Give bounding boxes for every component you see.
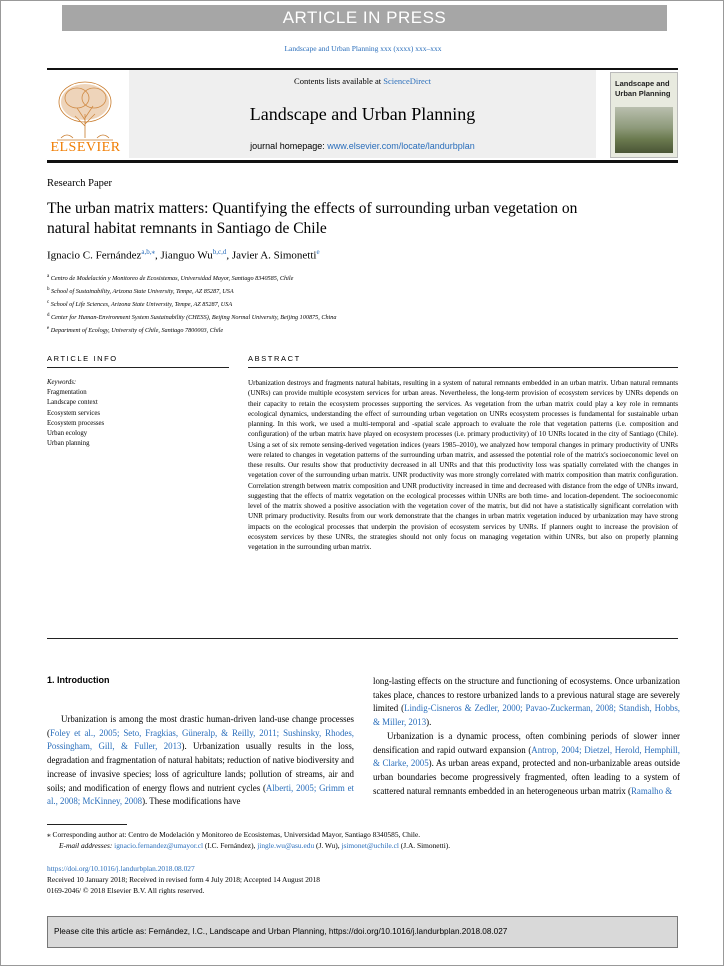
article-info-heading: ARTICLE INFO <box>47 354 118 363</box>
affiliation-text: School of Sustainability, Arizona State University, Tempe, AZ 85287, USA <box>51 288 234 296</box>
author-name[interactable]: Javier A. Simonetti <box>231 249 317 262</box>
email-link[interactable]: jsimonet@uchile.cl <box>341 841 399 850</box>
affiliation-text: Center for Human-Environment System Sustainability (CHESS), Beijing Normal University, Beijing 100875, China <box>51 314 337 322</box>
elsevier-wordmark: ELSEVIER <box>50 140 121 155</box>
affiliation-mark: c <box>47 300 50 306</box>
paragraph-text: ). <box>426 717 432 728</box>
masthead-bottom-rule <box>47 160 678 163</box>
author-name[interactable]: Ignacio C. Fernández <box>47 249 142 262</box>
author-separator: , <box>155 249 161 262</box>
affiliation-item <box>47 323 647 336</box>
article-in-press-banner: ARTICLE IN PRESS <box>62 5 667 31</box>
citation-link[interactable]: Antrop, 2004; Dietzel, Herold, Hemphill, & Clarke, 2005 <box>373 744 680 769</box>
footnote-rule <box>47 824 127 825</box>
author-list <box>47 248 320 262</box>
email-link[interactable]: ignacio.fernandez@umayor.cl <box>114 841 204 850</box>
cover-title-line1: Landscape and <box>615 79 670 88</box>
paragraph-text: ). As urban areas expand, protected and non-urbanizable areas outside urban boundaries become progressively fragmented, often leading to a system of scattered natural remnants embedded in an heterogeneous urban matrix ( <box>373 758 680 796</box>
affiliation-item <box>47 284 647 297</box>
copyright-line: 0169-2046/ © 2018 Elsevier B.V. All rights reserved. <box>47 886 205 895</box>
keyword-item: Fragmentation <box>47 389 87 397</box>
affiliation-mark: b <box>47 287 50 293</box>
cover-photo <box>615 107 673 153</box>
affiliation-text: Department of Ecology, University of Chile, Santiago 7800003, Chile <box>50 327 224 335</box>
contents-prefix: Contents lists available at <box>294 76 384 86</box>
email-footnote <box>59 840 450 851</box>
contents-available-line <box>129 76 596 86</box>
journal-cover-thumbnail[interactable] <box>610 72 678 158</box>
cover-title <box>615 79 677 99</box>
paragraph-text: Urbanization is among the most drastic human-driven land-use change processes ( <box>47 714 354 738</box>
paper-title: The urban matrix matters: Quantifying the effects of surrounding urban vegetation on natural habitat remnants in Santiago de Chile <box>47 200 578 237</box>
keywords-label: Keywords: <box>47 379 77 386</box>
author-affil-marks[interactable]: a,b,⁎ <box>141 248 155 256</box>
affiliation-text: Centro de Modelación y Monitoreo de Ecosistemas, Universidad Mayor, Santiago 8340585, Chile <box>50 275 294 283</box>
email-owner: (I.C. Fernández), <box>203 841 258 850</box>
keyword-item: Urban ecology <box>47 430 88 438</box>
affiliation-mark: a <box>47 274 50 279</box>
abstract-text: Urbanization destroys and fragments natural habitats, resulting in a system of natural remnants embedded in an urban matrix. Urban natural remnants (UNRs) can provide multiple ecosystem services for urban areas. Nevertheless, the long-term provision of ecosystem services by UNRs depends on their capacity to retain the ecosystem processes supporting the services. As vegetation from the urban matrix could play a key role in remnants ecological dynamics, understanding the effect of surrounding urban vegetation on UNRs ecosystem processes is fundamental for sustainable urban planning. In this work, we used a multi-temporal and -spatial scale approach to evaluate the role that vegetation patterns (i.e. composition and configuration) of the urban matrix have played on ecosystem processes (i.e. primary productivity) of 10 UNRs located in the city of Santiago (Chile). Using a set of six remote sensing-derived vegetation indices (years 1985–2010), we analyzed how temporal changes in primary productivity of UNRs were related to changes in vegetation patterns of the surrounding urban matrix, and assessed the potential role of the matrix's socioeconomic level on these results. Our results show that productivity decreased in all UNRs and that this productivity loss was spatially correlated with the changes in vegetation cover of the surrounding urban matrix. UNR productivity was more strongly correlated with matrix composition than matrix configuration. Correlation strength between matrix composition and UNR productivity increased in time and decreased with distance from the edge of UNRs inward, suggesting that the effects of matrix vegetation on the ecological processes within UNRs are both time- and location-dependent. The socioeconomic level of the matrix showed a positive association with the vegetation cover of the matrix, but did not have a statistically significant correlation with UNR primary productivity. Results from our work demonstrate that the changes in urban matrix vegetation induced by urbanization may have strong impacts on the ecological processes that underpin the provision of ecosystem services by UNRs. If planners ought to increase the provision of ecosystem services by these UNRs, the strategies should not only focus on managing vegetation within UNRs, but also on properly planning vegetation in the surrounding urban matrix. <box>248 379 678 551</box>
body-column-right <box>373 675 680 798</box>
keywords-block <box>47 378 104 449</box>
article-type: Research Paper <box>47 178 113 189</box>
citation-link[interactable]: Ramalho & <box>631 785 673 796</box>
corresponding-author-footnote: ⁎ Corresponding author at: Centro de Modelación y Monitoreo de Ecosistemas, Universidad Mayor, Santiago 8340585, Chile. <box>47 830 421 839</box>
paragraph-text: Urbanization is a dynamic process, often combining periods of slower inner densification and rapid outward expansion ( <box>373 730 680 755</box>
abstract-bottom-rule <box>47 638 678 639</box>
sciencedirect-link[interactable]: ScienceDirect <box>383 76 431 86</box>
keyword-item: Ecosystem services <box>47 409 101 417</box>
affiliation-mark: d <box>47 313 50 319</box>
introduction-heading: 1. Introduction <box>47 675 110 685</box>
email-owner: (J.A. Simonetti). <box>398 841 451 850</box>
abstract-rule <box>248 367 678 368</box>
abstract-heading: ABSTRACT <box>248 354 301 363</box>
email-owner: (J. Wu), <box>314 841 342 850</box>
citation-link[interactable]: Alberti, 2005; Grimm et al., 2008; McKinney, 2008 <box>47 782 354 807</box>
intro-paragraph <box>373 730 680 799</box>
affiliations <box>47 271 647 336</box>
keyword-item: Urban planning <box>47 440 90 448</box>
keyword-item: Ecosystem processes <box>47 419 105 427</box>
author-name[interactable]: Jianguo Wu <box>160 249 213 262</box>
intro-paragraph <box>373 675 680 730</box>
author-affil-marks[interactable]: e <box>316 248 320 256</box>
paragraph-text: ). Urbanization usually results in the loss, degradation and fragmentation of natural habitats; reduction of native biodiversity and increase of invasive species; loss of agriculture lands; pollution of streams, air and soils; and modification of energy flows and nutrient cycles ( <box>47 741 354 793</box>
doi-link[interactable]: https://doi.org/10.1016/j.landurbplan.2018.08.027 <box>47 864 195 873</box>
author-affil-marks[interactable]: b,c,d <box>212 248 227 256</box>
cover-title-line2: Urban Planning <box>615 89 671 98</box>
paragraph-text: ). These modifications have <box>142 796 241 807</box>
journal-title: Landscape and Urban Planning <box>249 104 476 124</box>
affiliation-item <box>47 297 647 310</box>
keyword-item: Landscape context <box>47 399 98 407</box>
homepage-prefix: journal homepage: <box>250 141 328 151</box>
homepage-url-link[interactable]: www.elsevier.com/locate/landurbplan <box>327 141 475 151</box>
journal-homepage-line <box>129 141 596 151</box>
affiliation-mark: e <box>47 326 50 332</box>
affiliation-text: School of Life Sciences, Arizona State University, Tempe, AZ 85287, USA <box>50 301 233 309</box>
cite-this-article-box: Please cite this article as: Fernández, I.C., Landscape and Urban Planning, https://doi.org/10.1016/j.landurbplan.2018.08.027 <box>47 916 678 948</box>
affiliation-item <box>47 271 647 284</box>
citation-link[interactable]: Lindig-Cisneros & Zedler, 2000; Pavao-Zuckerman, 2008; Standish, Hobbs, & Miller, 2013 <box>373 703 680 728</box>
received-dates: Received 10 January 2018; Received in revised form 4 July 2018; Accepted 14 August 2018 <box>47 875 320 884</box>
paragraph-text: long-lasting effects on the structure and functioning of ecosystems. Once urbanization takes place, chances to restore urbanized lands to a previous natural stage are severely limited ( <box>373 676 680 714</box>
email-link[interactable]: jingle.wu@asu.edu <box>257 841 315 850</box>
body-column-left <box>47 713 354 809</box>
author-separator: , <box>226 249 232 262</box>
journal-reference-link[interactable]: Landscape and Urban Planning xxx (xxxx) xxx–xxx <box>284 44 442 53</box>
email-label: E-mail addresses: <box>59 841 113 850</box>
intro-paragraph <box>47 713 354 809</box>
article-info-rule <box>47 367 229 368</box>
citation-link[interactable]: Foley et al., 2005; Seto, Fragkias, Güneralp, & Reilly, 2011; Sushinsky, Rhodes, Possingham, Gill, & Fuller, 2013 <box>47 727 354 752</box>
journal-header-box <box>129 70 596 158</box>
affiliation-item <box>47 310 647 323</box>
